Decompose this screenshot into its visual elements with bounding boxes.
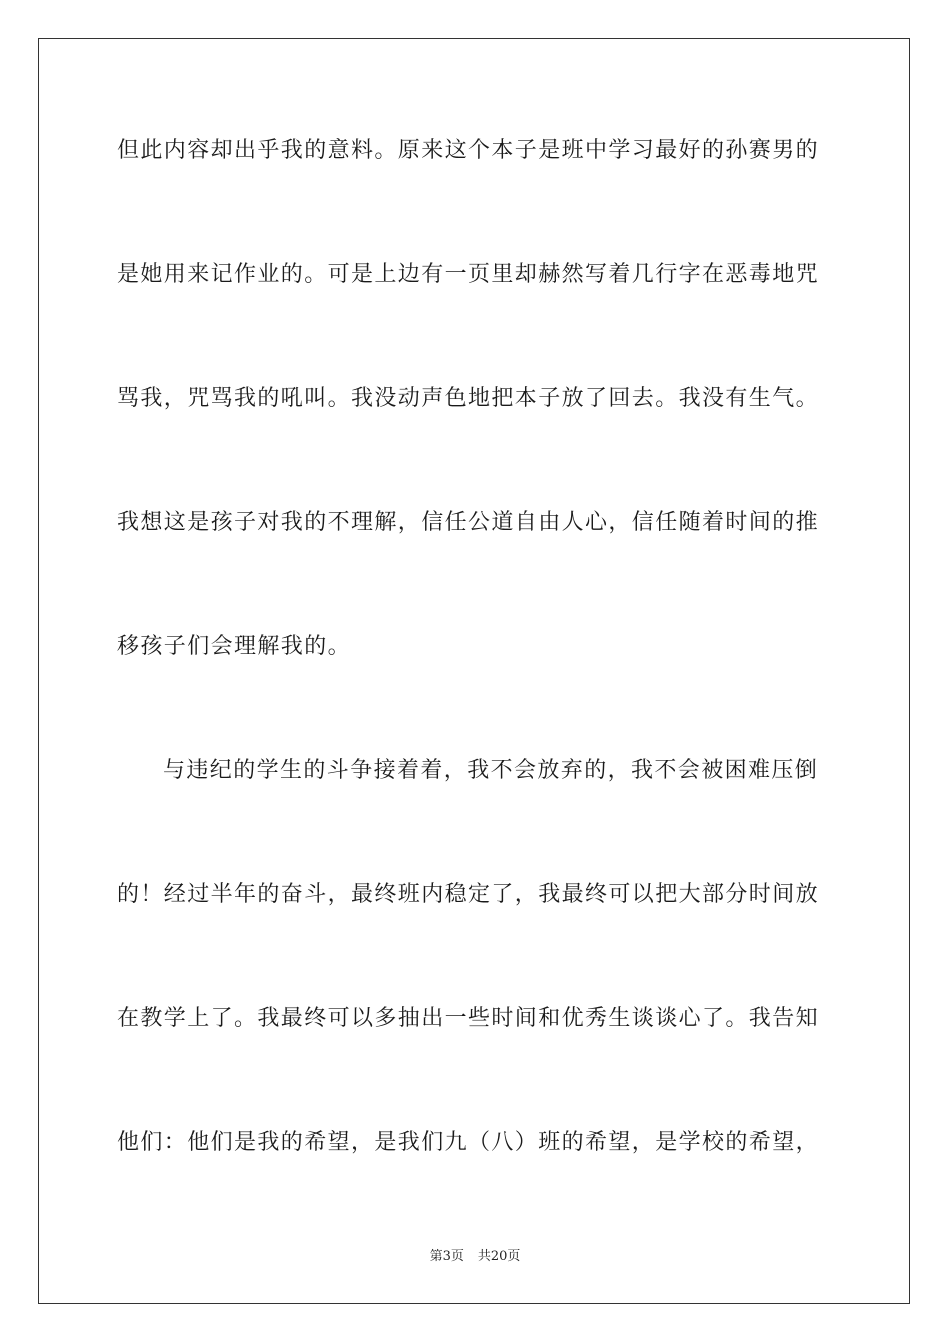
page-total: 共20页 [477, 1249, 521, 1264]
page-number: 第3页 [429, 1249, 464, 1264]
body-text-line-3: 骂我，咒骂我的吼叫。我没动声色地把本子放了回去。我没有生气。 [117, 386, 820, 411]
body-text-line-8: 在教学上了。我最终可以多抽出一些时间和优秀生谈谈心了。我告知 [117, 1006, 820, 1031]
body-text-line-5: 移孩子们会理解我的。 [117, 634, 352, 659]
body-text-line-9: 他们：他们是我的希望，是我们九（八）班的希望，是学校的希望， [117, 1130, 820, 1155]
page-footer [0, 1249, 950, 1265]
page-border [38, 38, 910, 1304]
body-text-line-2: 是她用来记作业的。可是上边有一页里却赫然写着几行字在恶毒地咒 [117, 262, 820, 287]
body-text-line-1: 但此内容却出乎我的意料。原来这个本子是班中学习最好的孙赛男的 [117, 138, 820, 163]
paragraph-start-line: 与违纪的学生的斗争接着着，我不会放弃的，我不会被困难压倒 [163, 758, 819, 783]
body-text-line-7: 的！经过半年的奋斗，最终班内稳定了，我最终可以把大部分时间放 [117, 882, 820, 907]
body-text-line-4: 我想这是孩子对我的不理解，信任公道自由人心，信任随着时间的推 [117, 510, 820, 535]
